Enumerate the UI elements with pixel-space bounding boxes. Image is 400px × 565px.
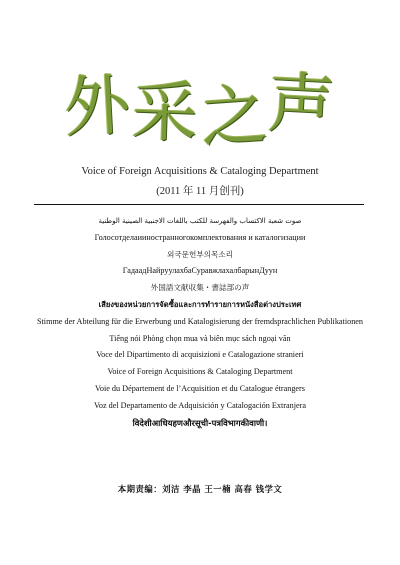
title-spanish: Voz del Departamento de Adquisición y Catalogación Extranjera xyxy=(94,400,306,410)
title-thai: เสียงของหน่วยการจัดซื้อและการทำรายการหนังสือต่างประเทศ xyxy=(98,299,302,309)
issue-editors: 本期责编：刘洁 李晶 王一楠 高春 钱学文 xyxy=(117,484,283,494)
founding-date: (2011 年 11 月创刊) xyxy=(156,186,244,197)
masthead-char-4: 声 xyxy=(266,64,339,145)
title-mongolian: ГадаадНайруулахбаСуравжлахалбарынДуун xyxy=(122,266,278,276)
masthead-char-3: 之 xyxy=(198,75,272,158)
multilingual-title-list xyxy=(0,213,400,431)
title-italian: Voce del Dipartimento di acquisizioni e Catalogazione stranieri xyxy=(96,350,304,360)
title-hindi: विदेशीआधियहणऔरसूची-पत्रविभागकीवाणी। xyxy=(132,417,268,428)
masthead-calligraphy xyxy=(0,62,400,158)
title-french: Voie du Département de l’Acquisition et du Catalogue étrangers xyxy=(95,383,305,393)
title-russian: Голосотделаииностранногокомплектования и каталогизации xyxy=(94,232,306,242)
title-japanese: 外国語文献収集・書誌部の声 xyxy=(150,283,250,293)
masthead-char-2: 采 xyxy=(130,72,202,153)
masthead-char-1: 外 xyxy=(62,66,134,147)
title-arabic: صوت شعبة الاكتساب والفهرسة للكتب باللغات الاجنبية الصينية الوطنية xyxy=(98,217,302,225)
title-english: Voice of Foreign Acquisitions & Cataloging Department xyxy=(107,367,293,377)
title-korean: 외국문헌부의목소리 xyxy=(166,249,234,259)
title-vietnamese: Tiếng nói Phòng chọn mua và biên mục sách ngoại văn xyxy=(109,333,291,343)
english-subtitle: Voice of Foreign Acquisitions & Cataloging Department xyxy=(81,166,319,177)
divider-rule xyxy=(34,204,364,205)
title-german: Stimme der Abteilung für die Erwerbung und Katalogisierung der fremdsprachlichen Publikationen xyxy=(36,316,364,326)
